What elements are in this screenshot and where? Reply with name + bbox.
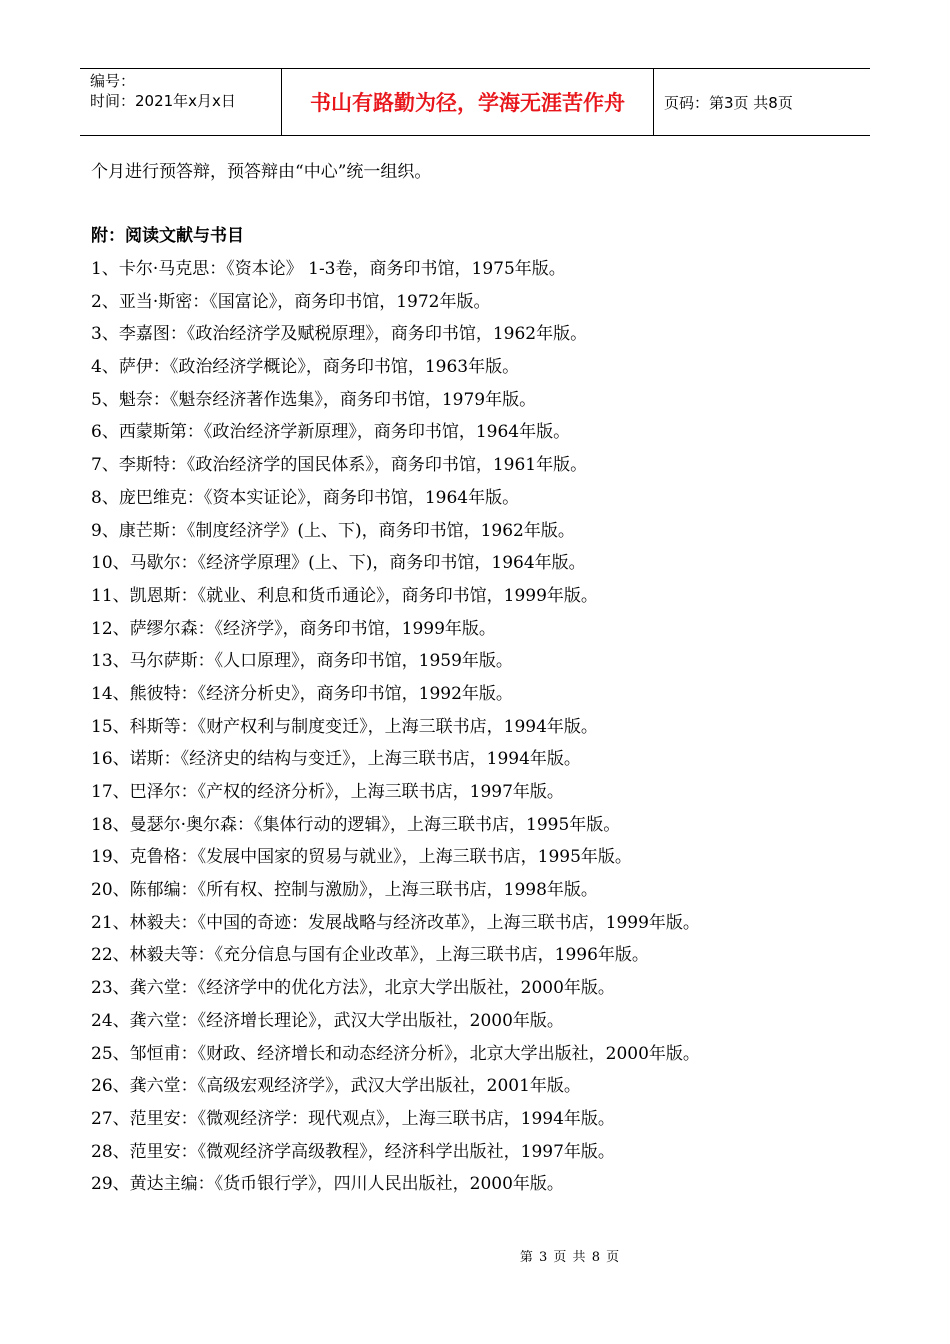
reference-item: 24、龚六堂：《经济增长理论》，武汉大学出版社，2000年版。 [91,1010,564,1031]
header-meta [80,69,282,135]
reference-item: 6、西蒙斯第：《政治经济学新原理》，商务印书馆，1964年版。 [91,422,571,443]
reference-item: 22、林毅夫等：《充分信息与国有企业改革》，上海三联书店，1996年版。 [91,945,649,966]
page-label: 页码：第3页 共8页 [664,93,793,112]
reference-item: 9、康芒斯：《制度经济学》(上、下)，商务印书馆，1962年版。 [91,520,575,541]
reference-list [91,253,871,1201]
footer-page-number: 第 3 页 共 8 页 [519,1250,621,1265]
reference-item: 20、陈郁编：《所有权、控制与激励》，上海三联书店，1998年版。 [91,880,598,901]
page-header [80,68,870,136]
reference-item: 28、范里安：《微观经济学高级教程》，经济科学出版社，1997年版。 [91,1141,615,1162]
reference-item: 8、庞巴维克：《资本实证论》，商务印书馆，1964年版。 [91,487,520,508]
reference-item: 14、熊彼特：《经济分析史》，商务印书馆，1992年版。 [91,683,513,704]
reference-item: 11、凯恩斯：《就业、利息和货币通论》，商务印书馆，1999年版。 [91,585,598,606]
reference-item: 16、诺斯：《经济史的结构与变迁》，上海三联书店，1994年版。 [91,749,581,770]
reference-item: 26、龚六堂：《高级宏观经济学》，武汉大学出版社，2001年版。 [91,1076,581,1097]
reference-item: 7、李斯特：《政治经济学的国民体系》，商务印书馆，1961年版。 [91,455,588,476]
reference-item: 27、范里安：《微观经济学：现代观点》，上海三联书店，1994年版。 [91,1108,615,1129]
reference-item: 13、马尔萨斯：《人口原理》，商务印书馆，1959年版。 [91,651,513,672]
reference-item: 2、亚当·斯密：《国富论》，商务印书馆，1972年版。 [91,291,491,312]
time-label: 时间：2021年x月x日 [90,92,236,110]
reference-item: 15、科斯等：《财产权利与制度变迁》，上海三联书店，1994年版。 [91,716,598,737]
reference-item: 17、巴泽尔：《产权的经济分析》，上海三联书店，1997年版。 [91,782,564,802]
document-body [91,155,871,1201]
reference-item: 4、萨伊：《政治经济学概论》，商务印书馆，1963年版。 [91,357,520,378]
motto-text: 书山有路勤为径，学海无涯苦作舟 [310,91,625,115]
reference-item: 25、邹恒甫：《财政、经济增长和动态经济分析》，北京大学出版社，2000年版。 [91,1043,700,1064]
reference-item: 10、马歇尔：《经济学原理》(上、下)，商务印书馆，1964年版。 [91,553,586,574]
number-label: 编号： [90,72,136,90]
page-footer [0,1246,950,1265]
reference-item: 5、魁奈：《魁奈经济著作选集》，商务印书馆，1979年版。 [91,389,537,410]
reference-item: 3、李嘉图：《政治经济学及赋税原理》，商务印书馆，1962年版。 [91,324,588,345]
header-page-cell [654,69,870,135]
appendix-title: 附：阅读文献与书目 [91,226,244,246]
reference-item: 23、龚六堂：《经济学中的优化方法》，北京大学出版社，2000年版。 [91,978,615,999]
reference-item: 29、黄达主编：《货币银行学》，四川人民出版社，2000年版。 [91,1174,564,1195]
reference-item: 12、萨缪尔森：《经济学》，商务印书馆，1999年版。 [91,618,496,639]
reference-item: 1、卡尔·马克思：《资本论》 1-3卷，商务印书馆，1975年版。 [91,259,566,279]
header-motto-cell [282,69,654,135]
intro-paragraph: 个月进行预答辩，预答辩由“中心”统一组织。 [91,162,432,182]
reference-item: 18、曼瑟尔·奥尔森：《集体行动的逻辑》，上海三联书店，1995年版。 [91,814,621,835]
reference-item: 21、林毅夫：《中国的奇迹：发展战略与经济改革》，上海三联书店，1999年版。 [91,912,700,933]
reference-item: 19、克鲁格：《发展中国家的贸易与就业》，上海三联书店，1995年版。 [91,847,632,868]
